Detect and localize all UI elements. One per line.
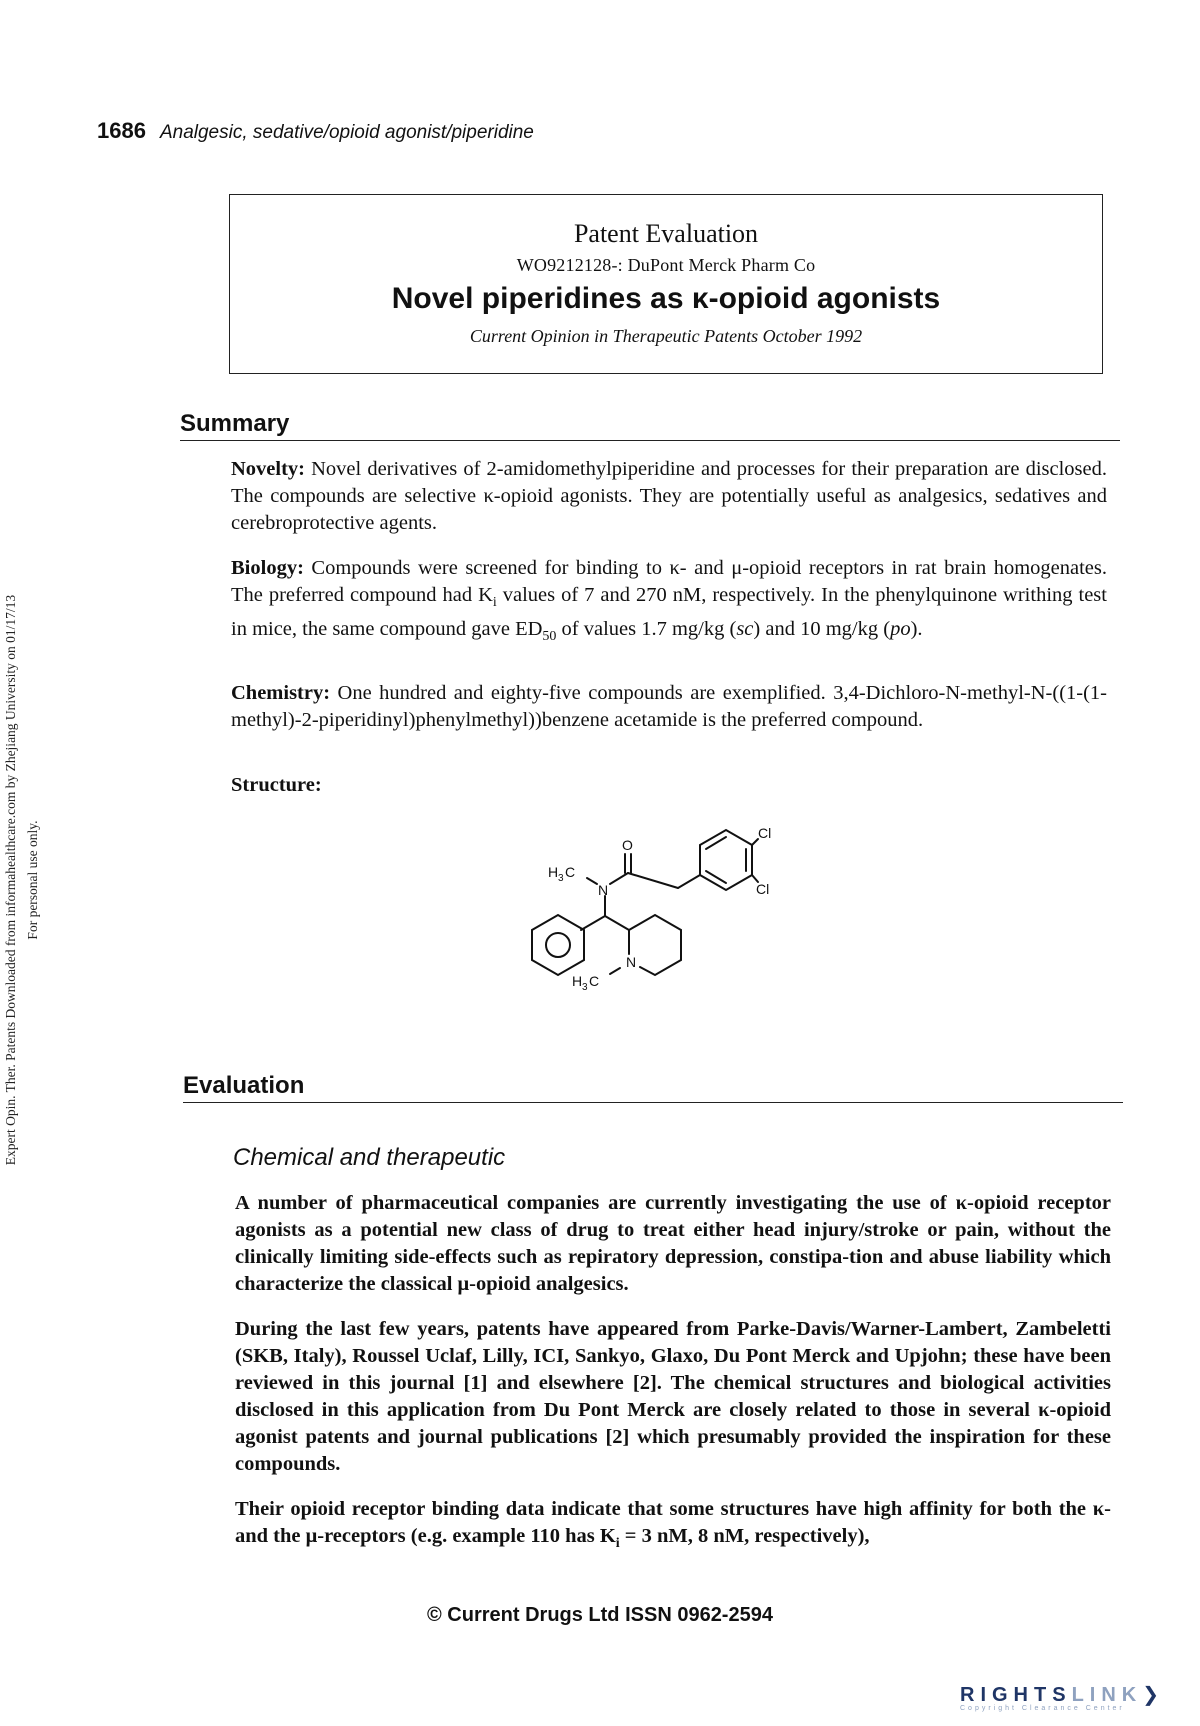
biology-route-po: po [890, 618, 911, 641]
evaluation-paragraph-2: During the last few years, patents have appeared from Parke-Davis/Warner-Lambert, Zambeletti (SKB, Italy), Roussel Uclaf, Lilly, ICI, Sankyo, Glaxo, Du Pont Merck and Upjohn; these have been reviewed in this journal [1] and elsewhere [2]. The chemical structures and biological activities disclosed in this application from Du Pont Merck are closely related to those in several κ-opioid agonist patents and journal publications [2] which presumably provided the inspiration for these compounds. [235, 1318, 1111, 1475]
biology-text-3: of values 1.7 mg/kg ( [556, 618, 737, 641]
atom-ring-nitrogen: N [626, 954, 637, 970]
copyright-footer: © Current Drugs Ltd ISSN 0962-2594 [427, 1604, 773, 1626]
novelty-paragraph [231, 456, 1107, 537]
summary-heading: Summary [180, 410, 290, 437]
methyl-top-sub: 3 [558, 873, 564, 884]
rightslink-logo[interactable] [960, 1682, 1200, 1726]
atom-amide-nitrogen: N [598, 882, 609, 898]
article-title: Novel piperidines as κ-opioid agonists [391, 282, 941, 315]
chemical-therapeutic-subheading: Chemical and therapeutic [233, 1144, 506, 1171]
structure-label: Structure: [231, 774, 322, 796]
download-note-line-2: For personal use only. [25, 820, 40, 940]
box-kicker: Patent Evaluation [573, 219, 759, 248]
novelty-label: Novelty: [231, 458, 306, 480]
chemical-structure [530, 826, 800, 1026]
running-title: Analgesic, sedative/opioid agonist/piperidine [159, 122, 534, 143]
rightslink-word-1: RIGHTS [960, 1684, 1072, 1706]
chemistry-label: Chemistry: [231, 682, 331, 704]
atom-chlorine-top: Cl [758, 826, 772, 841]
biology-sub-i: i [492, 595, 497, 611]
evaluation-paragraph-3 [235, 1496, 1111, 1557]
summary-rule [180, 440, 1120, 441]
biology-sub-50: 50 [542, 629, 557, 645]
evaluation-paragraph-1: A number of pharmaceutical companies are currently investigating the use of κ-opioid receptor agonists as a potential new class of drug to treat either head injury/stroke or pain, without the clinically limiting side-effects such as repiratory depression, constipa-tion and abuse liability which characterize the classical μ-opioid analgesics. [235, 1192, 1111, 1295]
atom-oxygen: O [622, 837, 633, 853]
biology-label: Biology: [231, 557, 304, 579]
rightslink-word-2: LINK [1071, 1684, 1143, 1706]
evaluation-paragraph-3-text-2: = 3 nM, 8 nM, respectively), [619, 1525, 870, 1547]
evaluation-paragraph-3-text-1: Their opioid receptor binding data indicate that some structures have high affinity for both the κ- and the μ-receptors (e.g. example 110 has K [235, 1498, 1111, 1547]
evaluation-paragraph-3-sub: i [615, 1536, 620, 1552]
rightslink-wordmark [960, 1682, 1200, 1707]
patent-reference: WO9212128-: DuPont Merck Pharm Co [516, 255, 816, 275]
methyl-bottom-h: H [572, 973, 583, 989]
chemistry-paragraph [231, 680, 1107, 734]
page-number: 1686 [97, 118, 146, 143]
evaluation-rule [183, 1102, 1123, 1103]
evaluation-heading: Evaluation [183, 1072, 305, 1099]
biology-paragraph [231, 555, 1107, 650]
patent-evaluation-box [229, 194, 1103, 374]
biology-route-sc: sc [736, 618, 754, 641]
rightslink-chevron-icon: ❯ [1142, 1684, 1165, 1706]
biology-text-2: values of 7 and 270 nM, respectively. In the phenylquinone writhing test in mice, the same compound gave ED [231, 584, 1107, 641]
biology-text-1: Compounds were screened for binding to κ- and μ-opioid receptors in rat brain homogenates. The preferred compound had K [231, 557, 1108, 606]
novelty-text: Novel derivatives of 2-amidomethylpiperidine and processes for their preparation are disclosed. The compounds are selective κ-opioid agonists. They are potentially useful as analgesics, sedatives and cerebroprotective agents. [231, 458, 1108, 534]
dichlorophenyl-ring [700, 830, 752, 890]
methyl-bottom-sub: 3 [582, 982, 588, 993]
methyl-top-h: H [548, 864, 559, 880]
download-note [0, 500, 48, 1260]
biology-text-5: ). [910, 618, 923, 641]
atom-chlorine-bottom: Cl [756, 881, 770, 897]
download-note-line-1: Expert Opin. Ther. Patents Downloaded from informahealthcare.com by Zhejiang University on 01/17/13 [3, 594, 18, 1166]
chemistry-text: One hundred and eighty-five compounds are exemplified. 3,4-Dichloro-N-methyl-N-((1-(1-methyl)-2-piperidinyl)phenylmethyl))benzene acetamide is the preferred compound. [231, 682, 1108, 731]
article-source: Current Opinion in Therapeutic Patents October 1992 [469, 326, 863, 346]
phenyl-ring [532, 915, 584, 975]
rightslink-tagline: Copyright Clearance Center [960, 1705, 1125, 1712]
biology-text-4: ) and 10 mg/kg ( [753, 618, 891, 641]
methyl-bottom-c: C [589, 973, 600, 989]
running-head [97, 118, 534, 144]
methyl-top-c: C [565, 864, 576, 880]
